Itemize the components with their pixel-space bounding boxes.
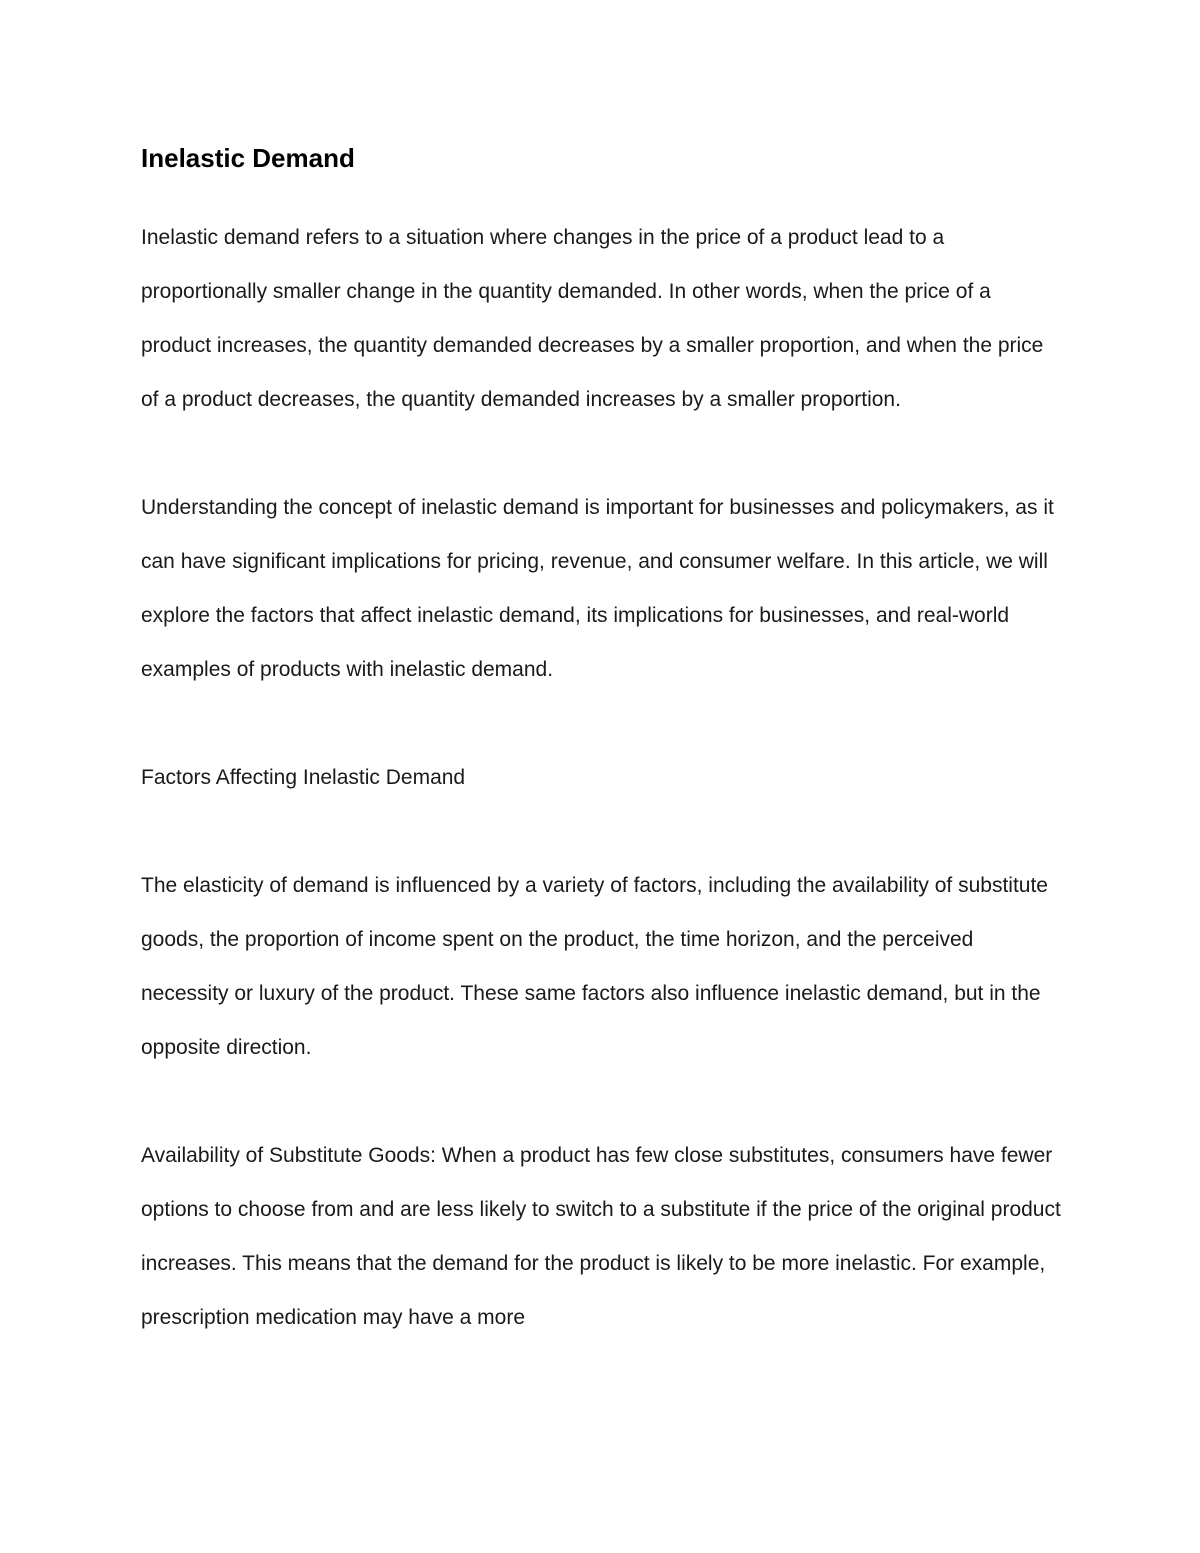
paragraph-elasticity-factors: The elasticity of demand is influenced by a variety of factors, including the availability of substitute goods, the proportion of income spent on the product, the time horizon, and the perceived necessity or luxury of the product. These same factors also influence inelastic demand, but in the opposite direction.: [141, 874, 1048, 1059]
paragraph-substitute-goods: Availability of Substitute Goods: When a product has few close substitutes, consumers have fewer options to choose from and are less likely to switch to a substitute if the price of the original product increases. This means that the demand for the product is likely to be more inelastic. For example, prescription medication may have a more: [141, 1144, 1061, 1329]
section-heading-factors: Factors Affecting Inelastic Demand: [141, 766, 466, 789]
document-title: Inelastic Demand: [141, 143, 355, 173]
paragraph-importance: Understanding the concept of inelastic demand is important for businesses and policymakers, as it can have significant implications for pricing, revenue, and consumer welfare. In this article, we will explore the factors that affect inelastic demand, its implications for businesses, and real-world examples of products with inelastic demand.: [141, 496, 1054, 681]
paragraph-definition: Inelastic demand refers to a situation where changes in the price of a product lead to a proportionally smaller change in the quantity demanded. In other words, when the price of a product increases, the quantity demanded decreases by a smaller proportion, and when the price of a product decreases, the quantity demanded increases by a smaller proportion.: [141, 226, 1044, 411]
document-body: [141, 139, 1061, 1345]
